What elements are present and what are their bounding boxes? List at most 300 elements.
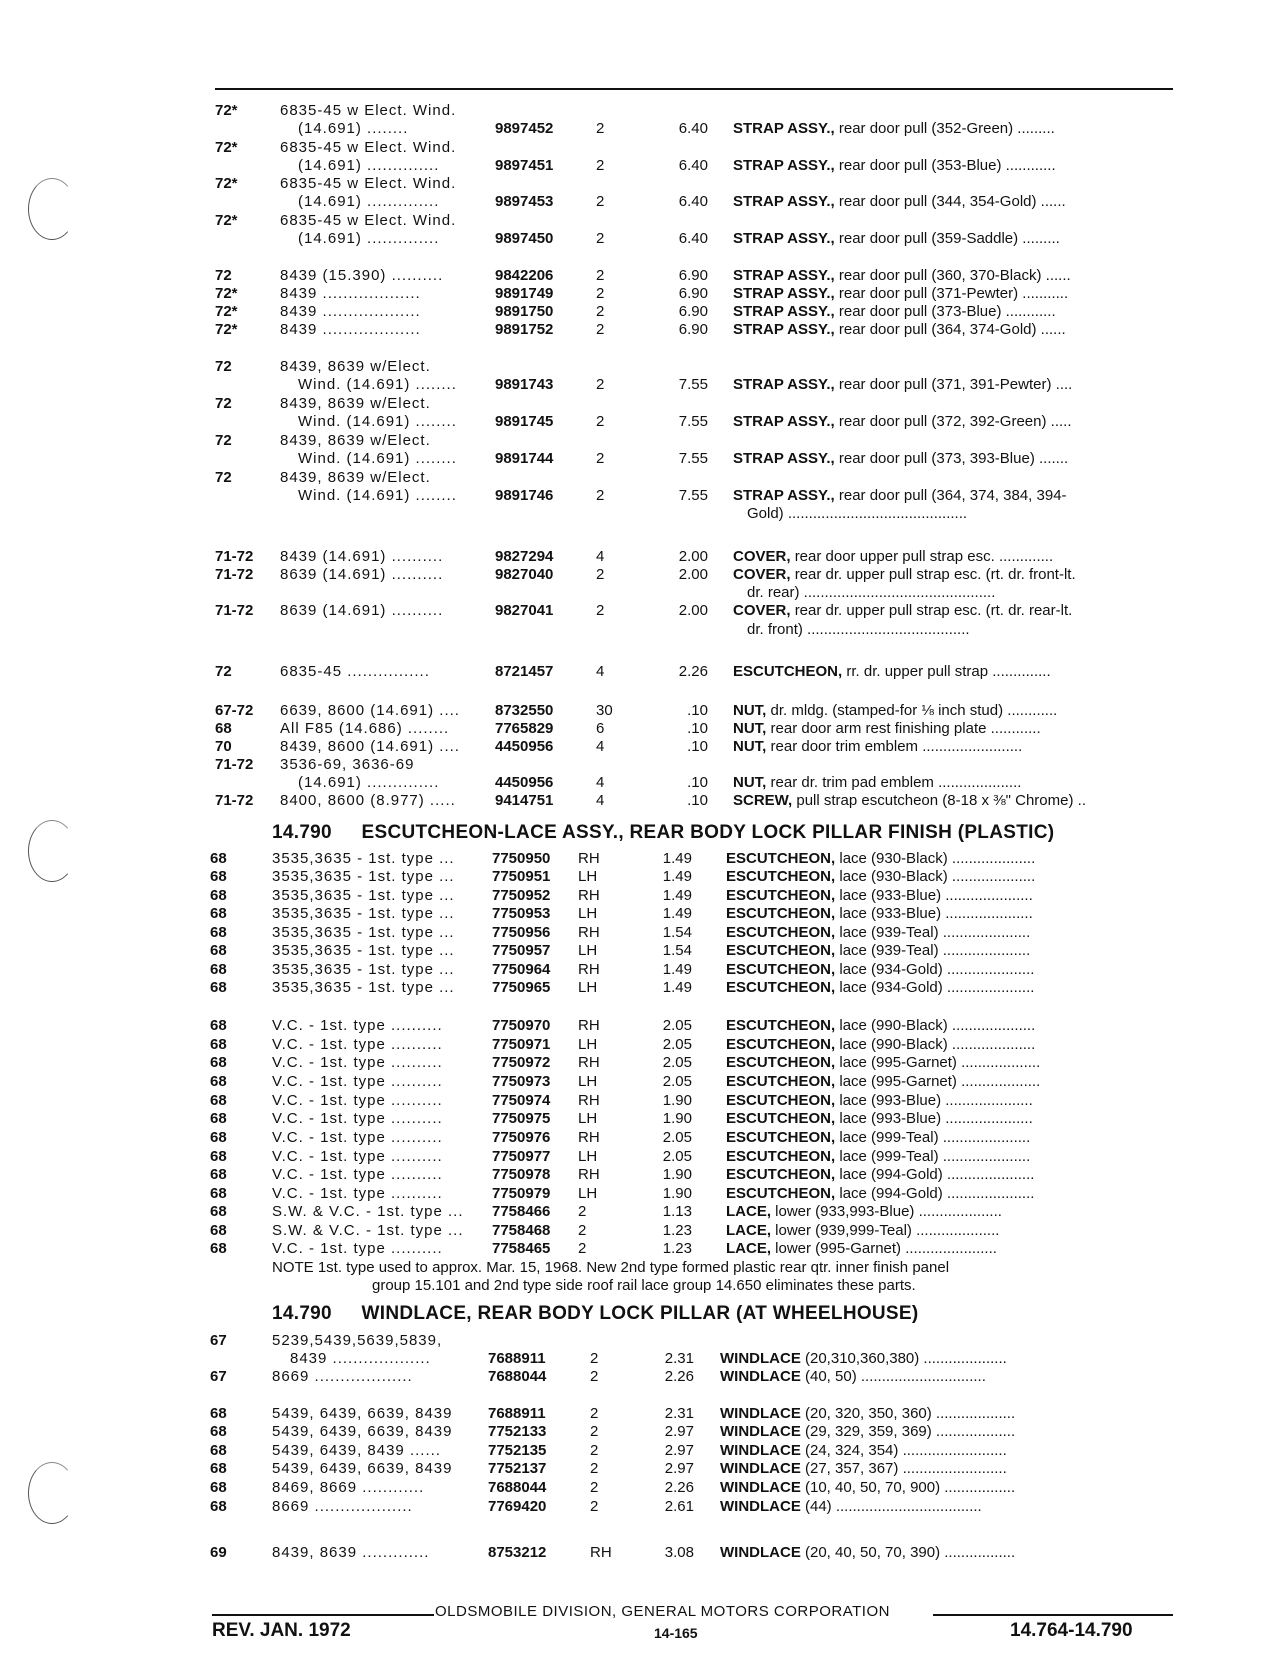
price-cell: 6.90 (678, 285, 708, 302)
price-cell: 1.49 (662, 868, 692, 885)
quantity-cell: 2 (596, 193, 605, 210)
table-row (0, 358, 1281, 376)
model-cell: 6835-45 w Elect. Wind. (280, 139, 457, 156)
quantity-cell: 2 (596, 285, 605, 302)
table-row (0, 756, 1281, 774)
model-cell: Wind. (14.691) ........ (298, 376, 457, 393)
item-description: rear door pull (364, 374-Gold) ...... (838, 321, 1066, 338)
year-cell: 68 (210, 1203, 227, 1220)
price-cell: 7.55 (678, 413, 708, 430)
model-cell: All F85 (14.686) ........ (280, 720, 450, 737)
model-cell: 8639 (14.691) .......... (280, 566, 444, 583)
item-description: lace (994-Gold) ..................... (839, 1166, 1035, 1183)
description-cell (726, 924, 1165, 942)
item-description: (20, 320, 350, 360) ................... (805, 1405, 1016, 1422)
quantity-cell: RH (578, 1129, 600, 1146)
table-row (0, 868, 1281, 886)
item-name: NUT, (733, 720, 767, 737)
year-cell: 68 (210, 924, 227, 941)
quantity-cell: 2 (590, 1350, 599, 1367)
price-cell: .10 (687, 702, 708, 719)
item-name: WINDLACE (720, 1442, 801, 1459)
item-description: rear door pull (364, 374, 384, 394- (838, 487, 1067, 504)
description-cell (733, 602, 1165, 620)
description-cell (720, 1460, 1165, 1478)
year-cell: 72 (215, 663, 232, 680)
part-number-cell: 8732550 (495, 702, 554, 719)
table-row (0, 193, 1281, 211)
part-number-cell: 9891743 (495, 376, 554, 393)
year-cell: 68 (210, 1092, 227, 1109)
model-cell: 5439, 6439, 8439 ...... (272, 1442, 441, 1459)
description-cell (726, 1129, 1165, 1147)
price-cell: .10 (687, 792, 708, 809)
part-number-cell: 7750971 (492, 1036, 551, 1053)
item-name: ESCUTCHEON, (726, 1092, 836, 1109)
table-row (0, 376, 1281, 394)
year-cell: 72* (215, 212, 238, 229)
model-cell: 3535,3635 - 1st. type ... (272, 905, 455, 922)
quantity-cell: 4 (596, 548, 605, 565)
item-description: rr. dr. upper pull strap .............. (846, 663, 1051, 680)
item-description: rear door pull (371, 391-Pewter) .... (838, 376, 1073, 393)
part-number-cell: 7750951 (492, 868, 551, 885)
description-cell (726, 942, 1165, 960)
item-description: lace (999-Teal) ..................... (839, 1129, 1031, 1146)
year-cell: 68 (210, 850, 227, 867)
quantity-cell: 2 (596, 376, 605, 393)
model-cell: 8439 (14.691) .......... (280, 548, 444, 565)
model-cell: (14.691) .............. (298, 193, 440, 210)
description-cell (720, 1544, 1165, 1562)
table-row (0, 432, 1281, 450)
model-cell: Wind. (14.691) ........ (298, 487, 457, 504)
footer-rule-left (212, 1614, 434, 1616)
table-row (0, 1368, 1281, 1386)
price-cell: 1.90 (662, 1092, 692, 1109)
description-cell (720, 1405, 1165, 1423)
part-number-cell: 4450956 (495, 738, 554, 755)
description-cell (726, 1185, 1165, 1203)
description-cell (733, 792, 1165, 810)
model-cell: Wind. (14.691) ........ (298, 450, 457, 467)
model-cell: 8439, 8639 w/Elect. (280, 358, 431, 375)
quantity-cell: 4 (596, 663, 605, 680)
model-cell: (14.691) .............. (298, 230, 440, 247)
description-cell (733, 193, 1165, 211)
item-name: STRAP ASSY., (733, 120, 835, 137)
quantity-cell: 2 (578, 1203, 587, 1220)
price-cell: 2.26 (678, 663, 708, 680)
table-row (0, 1222, 1281, 1240)
table-row (0, 1129, 1281, 1147)
table-row (0, 1544, 1281, 1562)
item-description: (10, 40, 50, 70, 900) ................. (805, 1479, 1016, 1496)
part-number-cell: 7750964 (492, 961, 551, 978)
quantity-cell: LH (578, 1185, 598, 1202)
price-cell: 6.40 (678, 230, 708, 247)
table-row (0, 1240, 1281, 1258)
description-continuation: Gold) ........................................... (747, 505, 968, 522)
quantity-cell: 2 (590, 1423, 599, 1440)
item-name: COVER, (733, 548, 791, 565)
item-name: STRAP ASSY., (733, 157, 835, 174)
price-cell: 6.40 (678, 120, 708, 137)
part-number-cell: 9891749 (495, 285, 554, 302)
item-description: lace (993-Blue) ..................... (839, 1110, 1033, 1127)
item-name: ESCUTCHEON, (726, 942, 836, 959)
item-description: lace (939-Teal) ..................... (839, 942, 1031, 959)
table-row (0, 1332, 1281, 1350)
item-description: lace (995-Garnet) ................... (839, 1073, 1041, 1090)
model-cell: 8669 ................... (272, 1498, 413, 1515)
table-row (0, 230, 1281, 248)
quantity-cell: LH (578, 905, 598, 922)
item-name: NUT, (733, 702, 767, 719)
quantity-cell: 2 (596, 157, 605, 174)
part-number-cell: 9891750 (495, 303, 554, 320)
year-cell: 68 (210, 979, 227, 996)
description-cell (726, 1203, 1165, 1221)
table-row (0, 1166, 1281, 1184)
item-description: lace (990-Black) .................... (839, 1036, 1036, 1053)
quantity-cell: 2 (596, 487, 605, 504)
model-cell: 6835-45 ................ (280, 663, 430, 680)
model-cell: Wind. (14.691) ........ (298, 413, 457, 430)
table-row (0, 505, 1281, 523)
part-number-cell: 7750953 (492, 905, 551, 922)
model-cell: 5439, 6439, 6639, 8439 (272, 1460, 453, 1477)
part-number-cell: 7750976 (492, 1129, 551, 1146)
description-cell (726, 905, 1165, 923)
price-cell: 1.49 (662, 850, 692, 867)
table-row (0, 979, 1281, 997)
item-description: rear door pull (344, 354-Gold) ...... (838, 193, 1066, 210)
table-row (0, 139, 1281, 157)
part-number-cell: 9827294 (495, 548, 554, 565)
table-row (0, 321, 1281, 339)
part-number-cell: 7750957 (492, 942, 551, 959)
price-cell: 6.90 (678, 303, 708, 320)
section-heading-escutcheon-lace (272, 822, 1054, 844)
model-cell: 8439, 8639 w/Elect. (280, 395, 431, 412)
quantity-cell: 2 (596, 120, 605, 137)
model-cell: 6835-45 w Elect. Wind. (280, 212, 457, 229)
table-row (0, 942, 1281, 960)
year-cell: 71-72 (215, 792, 254, 809)
price-cell: 1.54 (662, 942, 692, 959)
model-cell: 8439, 8639 w/Elect. (280, 432, 431, 449)
part-number-cell: 7752137 (488, 1460, 547, 1477)
part-number-cell: 7752135 (488, 1442, 547, 1459)
quantity-cell: RH (578, 961, 600, 978)
quantity-cell: 2 (596, 450, 605, 467)
price-cell: 2.05 (662, 1054, 692, 1071)
year-cell: 68 (210, 961, 227, 978)
item-name: WINDLACE (720, 1423, 801, 1440)
price-cell: 2.31 (664, 1405, 694, 1422)
table-row (0, 1073, 1281, 1091)
part-number-cell: 9414751 (495, 792, 554, 809)
part-number-cell: 7750956 (492, 924, 551, 941)
table-row (0, 212, 1281, 230)
part-number-cell: 7750979 (492, 1185, 551, 1202)
price-cell: 2.31 (664, 1350, 694, 1367)
item-description: rear door pull (352-Green) ......... (838, 120, 1055, 137)
table-row (0, 663, 1281, 681)
quantity-cell: RH (578, 887, 600, 904)
model-cell: V.C. - 1st. type .......... (272, 1185, 443, 1202)
item-name: STRAP ASSY., (733, 487, 835, 504)
price-cell: 7.55 (678, 487, 708, 504)
price-cell: 2.00 (678, 548, 708, 565)
item-name: ESCUTCHEON, (726, 1185, 836, 1202)
table-row (0, 602, 1281, 620)
table-row (0, 924, 1281, 942)
quantity-cell: LH (578, 1073, 598, 1090)
year-cell: 68 (210, 942, 227, 959)
model-cell: 8400, 8600 (8.977) ..... (280, 792, 456, 809)
year-cell: 68 (210, 1460, 227, 1477)
item-name: ESCUTCHEON, (726, 868, 836, 885)
item-description: lace (934-Gold) ..................... (839, 979, 1035, 996)
description-cell (733, 120, 1165, 138)
quantity-cell: 2 (596, 321, 605, 338)
model-cell: 8639 (14.691) .......... (280, 602, 444, 619)
quantity-cell: LH (578, 1148, 598, 1165)
year-cell: 67 (210, 1368, 227, 1385)
description-cell (720, 1442, 1165, 1460)
model-cell: 8439 (15.390) .......... (280, 267, 444, 284)
year-cell: 72* (215, 102, 238, 119)
price-cell: 2.97 (664, 1460, 694, 1477)
year-cell: 72 (215, 469, 232, 486)
model-cell: (14.691) .............. (298, 774, 440, 791)
price-cell: .10 (687, 720, 708, 737)
quantity-cell: 4 (596, 792, 605, 809)
table-row (0, 413, 1281, 431)
table-row (0, 395, 1281, 413)
item-name: STRAP ASSY., (733, 413, 835, 430)
item-name: ESCUTCHEON, (726, 1110, 836, 1127)
price-cell: 6.90 (678, 267, 708, 284)
part-number-cell: 9891752 (495, 321, 554, 338)
model-cell: V.C. - 1st. type .......... (272, 1110, 443, 1127)
year-cell: 72 (215, 358, 232, 375)
model-cell: 6639, 8600 (14.691) .... (280, 702, 460, 719)
year-cell: 68 (210, 1423, 227, 1440)
description-cell (726, 1036, 1165, 1054)
part-number-cell: 7758466 (492, 1203, 551, 1220)
part-number-cell: 7750975 (492, 1110, 551, 1127)
year-cell: 68 (210, 1479, 227, 1496)
item-description: (20, 40, 50, 70, 390) ................. (805, 1544, 1016, 1561)
item-name: ESCUTCHEON, (726, 1036, 836, 1053)
description-cell (733, 487, 1165, 505)
price-cell: 6.90 (678, 321, 708, 338)
quantity-cell: LH (578, 942, 598, 959)
quantity-cell: 2 (578, 1240, 587, 1257)
price-cell: 1.49 (662, 905, 692, 922)
table-row (0, 1110, 1281, 1128)
quantity-cell: 2 (596, 267, 605, 284)
item-name: ESCUTCHEON, (726, 979, 836, 996)
year-cell: 68 (210, 1148, 227, 1165)
part-number-cell: 7750972 (492, 1054, 551, 1071)
model-cell: S.W. & V.C. - 1st. type ... (272, 1203, 464, 1220)
item-name: ESCUTCHEON, (726, 1017, 836, 1034)
part-number-cell: 7688911 (488, 1350, 546, 1367)
part-number-cell: 9891746 (495, 487, 554, 504)
price-cell: 2.05 (662, 1017, 692, 1034)
item-description: pull strap escutcheon (8-18 x ⅜" Chrome) .. (796, 792, 1086, 809)
quantity-cell: 2 (590, 1460, 599, 1477)
table-row (0, 157, 1281, 175)
quantity-cell: 2 (590, 1498, 599, 1515)
price-cell: 2.05 (662, 1129, 692, 1146)
price-cell: 2.97 (664, 1442, 694, 1459)
description-cell (720, 1350, 1165, 1368)
model-cell: 8669 ................... (272, 1368, 413, 1385)
description-cell (720, 1479, 1165, 1497)
description-cell (720, 1368, 1165, 1386)
description-cell (726, 1222, 1165, 1240)
quantity-cell: 6 (596, 720, 605, 737)
table-row (0, 566, 1281, 584)
part-number-cell: 7758468 (492, 1222, 551, 1239)
item-name: SCREW, (733, 792, 793, 809)
table-row (0, 1479, 1281, 1497)
table-row (0, 905, 1281, 923)
model-cell: (14.691) ........ (298, 120, 409, 137)
item-name: LACE, (726, 1203, 771, 1220)
price-cell: 7.55 (678, 376, 708, 393)
table-row (0, 120, 1281, 138)
item-description: rear door trim emblem ........................ (770, 738, 1023, 755)
part-number-cell: 7750974 (492, 1092, 551, 1109)
part-number-cell: 7750952 (492, 887, 551, 904)
item-name: NUT, (733, 774, 767, 791)
price-cell: 1.54 (662, 924, 692, 941)
table-row (0, 487, 1281, 505)
table-row (0, 720, 1281, 738)
table-row (0, 584, 1281, 602)
description-cell (726, 1017, 1165, 1035)
item-name: STRAP ASSY., (733, 303, 835, 320)
model-cell: V.C. - 1st. type .......... (272, 1240, 443, 1257)
footer-group-range: 14.764-14.790 (1010, 1620, 1133, 1641)
price-cell: 1.49 (662, 887, 692, 904)
quantity-cell: RH (578, 850, 600, 867)
description-cell (733, 267, 1165, 285)
item-description: lower (933,993-Blue) .................... (775, 1203, 1002, 1220)
item-description: rear door pull (353-Blue) ............ (838, 157, 1056, 174)
part-number-cell: 7750973 (492, 1073, 551, 1090)
part-number-cell: 7688044 (488, 1368, 547, 1385)
part-number-cell: 7750970 (492, 1017, 551, 1034)
price-cell: 1.90 (662, 1185, 692, 1202)
model-cell: V.C. - 1st. type .......... (272, 1166, 443, 1183)
item-name: COVER, (733, 566, 791, 583)
model-cell: 8469, 8669 ............ (272, 1479, 425, 1496)
year-cell: 68 (210, 887, 227, 904)
item-description: lace (930-Black) .................... (839, 868, 1036, 885)
model-cell: 3535,3635 - 1st. type ... (272, 868, 455, 885)
price-cell: 1.13 (662, 1203, 692, 1220)
quantity-cell: 2 (578, 1222, 587, 1239)
model-cell: 8439 ................... (280, 321, 421, 338)
section-number: 14.790 (272, 822, 332, 843)
model-cell: 8439 ................... (290, 1350, 431, 1367)
model-cell: 5439, 6439, 6639, 8439 (272, 1405, 453, 1422)
part-number-cell: 4450956 (495, 774, 554, 791)
year-cell: 71-72 (215, 566, 254, 583)
item-name: ESCUTCHEON, (726, 850, 836, 867)
price-cell: 6.40 (678, 193, 708, 210)
price-cell: 2.05 (662, 1036, 692, 1053)
description-cell (733, 548, 1165, 566)
year-cell: 69 (210, 1544, 227, 1561)
item-description: rear door pull (359-Saddle) ......... (838, 230, 1060, 247)
description-cell (733, 413, 1165, 431)
year-cell: 68 (210, 905, 227, 922)
year-cell: 72* (215, 175, 238, 192)
model-cell: 3535,3635 - 1st. type ... (272, 942, 455, 959)
table-row (0, 1423, 1281, 1441)
item-description: rear dr. upper pull strap esc. (rt. dr. rear-lt. (794, 602, 1073, 619)
part-number-cell: 9897451 (495, 157, 554, 174)
table-row (0, 1054, 1281, 1072)
year-cell: 72 (215, 432, 232, 449)
item-name: LACE, (726, 1240, 771, 1257)
description-cell (726, 1073, 1165, 1091)
item-description: lace (993-Blue) ..................... (839, 1092, 1033, 1109)
table-row (0, 621, 1281, 639)
item-description: rear door pull (372, 392-Green) ..... (838, 413, 1072, 430)
quantity-cell: 30 (596, 702, 613, 719)
item-description: lower (995-Garnet) ...................... (775, 1240, 997, 1257)
description-cell (733, 720, 1165, 738)
year-cell: 71-72 (215, 548, 254, 565)
year-cell: 68 (210, 1405, 227, 1422)
model-cell: V.C. - 1st. type .......... (272, 1092, 443, 1109)
quantity-cell: RH (590, 1544, 612, 1561)
year-cell: 68 (210, 1073, 227, 1090)
part-number-cell: 7765829 (495, 720, 554, 737)
part-number-cell: 8753212 (488, 1544, 547, 1561)
price-cell: 2.00 (678, 602, 708, 619)
price-cell: 1.23 (662, 1240, 692, 1257)
section-number: 14.790 (272, 1303, 332, 1324)
part-number-cell: 7750950 (492, 850, 551, 867)
year-cell: 71-72 (215, 602, 254, 619)
quantity-cell: RH (578, 1166, 600, 1183)
table-row (0, 1092, 1281, 1110)
model-cell: S.W. & V.C. - 1st. type ... (272, 1222, 464, 1239)
header-rule (215, 88, 1173, 90)
item-description: (27, 357, 367) ......................... (805, 1460, 1007, 1477)
description-cell (733, 376, 1165, 394)
part-number-cell: 9891745 (495, 413, 554, 430)
year-cell: 68 (210, 1442, 227, 1459)
year-cell: 68 (210, 1222, 227, 1239)
item-description: lower (939,999-Teal) .................... (775, 1222, 1000, 1239)
footer-corporation: OLDSMOBILE DIVISION, GENERAL MOTORS CORPORATION (435, 1603, 890, 1620)
price-cell: 2.26 (664, 1368, 694, 1385)
item-name: WINDLACE (720, 1350, 801, 1367)
item-name: ESCUTCHEON, (726, 1054, 836, 1071)
quantity-cell: 2 (596, 413, 605, 430)
